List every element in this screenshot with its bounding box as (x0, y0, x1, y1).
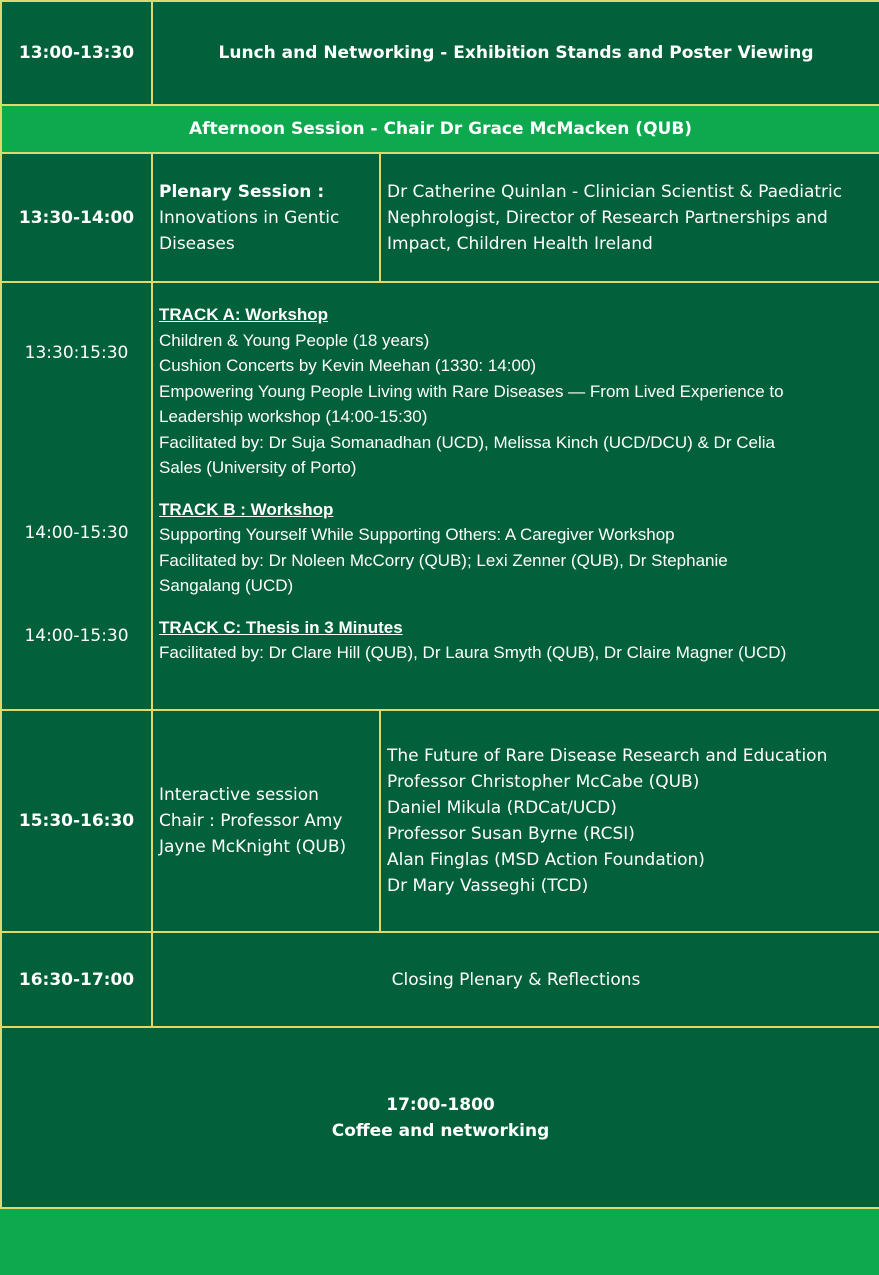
final-row (1, 1027, 879, 1208)
panel-line: The Future of Rare Disease Research and Education (387, 746, 828, 766)
closing-row (1, 932, 879, 1027)
track-b-line: Sangalang (UCD) (159, 576, 294, 595)
lunch-time: 13:00-13:30 (1, 1, 152, 105)
track-a-line: Children & Young People (18 years) (159, 330, 430, 350)
track-a-line: Facilitated by: Dr Suja Somanadhan (UCD), Melissa Kinch (UCD/DCU) & Dr Celia (159, 432, 775, 452)
lunch-title: Lunch and Networking - Exhibition Stands and Poster Viewing (152, 1, 879, 105)
track-a-time: 13:30:15:30 (24, 343, 129, 363)
panel-line: Professor Christopher McCabe (QUB) (387, 772, 700, 792)
track-b-line: Supporting Yourself While Supporting Others: A Caregiver Workshop (159, 525, 675, 544)
final-title: Coffee and networking (331, 1120, 550, 1141)
final-time: 17:00-1800 (386, 1094, 495, 1115)
closing-time: 16:30-17:00 (1, 932, 152, 1027)
tracks-row (1, 282, 879, 710)
track-c-heading: TRACK C: Thesis in 3 Minutes (159, 617, 403, 637)
track-a-line: Cushion Concerts by Kevin Meehan (1330: 14:00) (159, 356, 537, 375)
interactive-chair-cell (152, 710, 380, 932)
panel-line: Daniel Mikula (RDCat/UCD) (387, 798, 617, 818)
track-b-line: Facilitated by: Dr Noleen McCorry (QUB); Lexi Zenner (QUB), Dr Stephanie (159, 550, 728, 570)
lunch-row (1, 1, 879, 105)
closing-title: Closing Plenary & Reflections (152, 932, 879, 1027)
panel-line: Alan Finglas (MSD Action Foundation) (387, 850, 705, 870)
track-a-line: Sales (University of Porto) (159, 458, 357, 477)
panel-line: Dr Mary Vasseghi (TCD) (387, 876, 589, 896)
plenary-row (1, 153, 879, 282)
plenary-topic-line: Diseases (159, 233, 235, 254)
plenary-time: 13:30-14:00 (1, 153, 152, 282)
tracks-time-cell (1, 282, 152, 710)
plenary-topic-cell (152, 153, 380, 282)
track-a-line: Leadership workshop (14:00-15:30) (159, 407, 428, 426)
track-c-line: Facilitated by: Dr Clare Hill (QUB), Dr Laura Smyth (QUB), Dr Claire Magner (UCD) (159, 643, 787, 662)
plenary-speaker-line: Dr Catherine Quinlan - Clinician Scientist & Paediatric (387, 181, 843, 202)
interactive-chair-line: Interactive session (159, 785, 319, 805)
track-b-time: 14:00-15:30 (24, 523, 129, 543)
track-a-heading: TRACK A: Workshop (159, 305, 329, 324)
afternoon-session-title: Afternoon Session - Chair Dr Grace McMacken (QUB) (1, 105, 879, 153)
track-c-time: 14:00-15:30 (24, 626, 129, 646)
plenary-speaker-line: Nephrologist, Director of Research Partnerships and (387, 207, 828, 228)
interactive-chair-line: Chair : Professor Amy (159, 811, 343, 831)
plenary-topic-line: Innovations in Gentic (159, 207, 340, 228)
plenary-speaker-line: Impact, Children Health Ireland (387, 233, 653, 254)
interactive-panel-cell (380, 710, 879, 932)
final-cell (1, 1027, 879, 1208)
plenary-speaker-cell (380, 153, 879, 282)
interactive-row (1, 710, 879, 932)
plenary-label: Plenary Session : (159, 181, 325, 202)
interactive-time: 15:30-16:30 (1, 710, 152, 932)
track-a-line: Empowering Young People Living with Rare Diseases — From Lived Experience to (159, 381, 784, 401)
track-b-heading: TRACK B : Workshop (159, 499, 334, 519)
interactive-chair-line: Jayne McKnight (QUB) (159, 837, 347, 857)
afternoon-banner-row (1, 105, 879, 153)
panel-line: Professor Susan Byrne (RCSI) (387, 824, 635, 844)
tracks-content-cell (152, 282, 879, 710)
